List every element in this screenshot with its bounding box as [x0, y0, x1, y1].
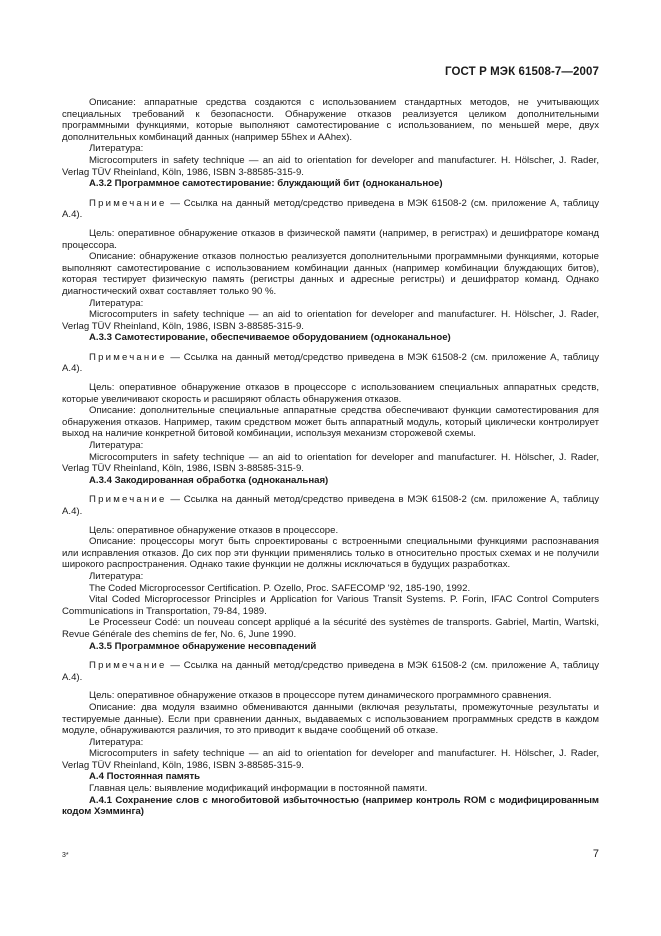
paragraph: Литература:	[89, 440, 144, 452]
paragraph: Цель: оперативное обнаружение отказов в физической памяти (например, в регистрах) и дешифраторе команд процессора.	[62, 227, 599, 251]
note	[62, 494, 599, 517]
reference: Microcomputers in safety technique — an aid to orientation for developer and manufacturer. H. Hölscher, J. Rader, Verlag TÜV Rheinland, Köln, 1986, ISBN 3-88585-315-9.	[62, 748, 599, 771]
paragraph: Цель: оперативное обнаружение отказов в процессоре.	[89, 524, 339, 536]
page-body	[62, 97, 599, 818]
section-heading: А.3.2 Программное самотестирование: блуждающий бит (одноканальное)	[89, 178, 443, 190]
paragraph: Главная цель: выявление модификаций информации в постоянной памяти.	[89, 783, 428, 795]
section-heading: А.4 Постоянная память	[89, 771, 201, 783]
note-text: — Ссылка на данный метод/средство приведена в МЭК 61508-2 (см. приложение А, таблицу А.4).	[62, 494, 599, 517]
standard-header: ГОСТ Р МЭК 61508-7—2007	[445, 66, 599, 78]
paragraph: Описание: дополнительные специальные аппаратные средства обеспечивают функции самотестирования для обнаружения отказов. Например, таким средством может быть аппаратный модуль, который циклически контролирует выход на наличие конкретной битовой комбинации, используя механизм сторожевой схемы.	[62, 405, 599, 440]
paragraph: Цель: оперативное обнаружение отказов в процессоре с использованием специальных аппаратных средств, которые увеличивают скорость и расширяют область обнаружения отказов.	[62, 382, 599, 405]
paragraph: Описание: аппаратные средства создаются с использованием стандартных методов, не учитывающих специальных требований к безопасности. Обнаружение отказов реализуется целиком дополнительными программными функциями, которые выполняют самотестирование с использованием, по меньшей мере, двух дополнительных комбинаций данных (например 55hex и AAhex).	[62, 97, 599, 143]
paragraph: Описание: обнаружение отказов полностью реализуется дополнительными программными функциями, которые выполняют самотестирование с использованием комбинации данных (например комбинации блуждающих битов), которая тестирует физическую память (регистры данных и адресные регистры) и дешифратор команд. Однако диагностический охват составляет только 90 %.	[62, 251, 599, 297]
reference: Microcomputers in safety technique — an aid to orientation for developer and manufacturer. H. Hölscher, J. Rader, Verlag TÜV Rheinland, Köln, 1986, ISBN 3-88585-315-9.	[62, 154, 599, 178]
note-label: Примечание	[89, 494, 167, 506]
reference: Microcomputers in safety technique — an aid to orientation for developer and manufacturer. H. Hölscher, J. Rader, Verlag TÜV Rheinland, Köln, 1986, ISBN 3-88585-315-9.	[62, 309, 599, 332]
note	[62, 198, 599, 221]
note-label: Примечание	[89, 197, 167, 209]
page-number: 7	[592, 848, 599, 860]
paragraph: Литература:	[89, 736, 144, 748]
section-heading: А.3.5 Программное обнаружение несовпадений	[89, 640, 317, 652]
note-text: — Ссылка на данный метод/средство приведена в МЭК 61508-2 (см. приложение А, таблицу А.4).	[62, 197, 599, 221]
reference: Microcomputers in safety technique — an aid to orientation for developer and manufacturer. H. Hölscher, J. Rader, Verlag TÜV Rheinland, Köln, 1986, ISBN 3-88585-315-9.	[62, 451, 599, 475]
note-label: Примечание	[89, 660, 167, 672]
paragraph: Литература:	[89, 143, 144, 155]
reference: Le Processeur Codé: un nouveau concept appliqué a la sécurité des systèmes de transports. Gabriel, Martin, Wartski, Revue Générale des chemins de fer, No. 6, June 1990.	[62, 617, 599, 640]
note	[62, 660, 599, 683]
reference: The Coded Microprocessor Certification. P. Ozello, Proc. SAFECOMP '92, 185-190, 1992.	[89, 582, 471, 594]
paragraph: Литература:	[89, 570, 144, 582]
note-text: — Ссылка на данный метод/средство приведена в МЭК 61508-2 (см. приложение А, таблицу А.4).	[62, 660, 599, 683]
paragraph: Описание: процессоры могут быть спроектированы с встроенными специальными функциями распознавания или исправления отказов. До сих пор эти функции применялись только в относительно простых схемах и не получили широкого распространения. Однако такие функции не должны исключаться в будущих разработках.	[62, 536, 599, 571]
paragraph: Описание: два модуля взаимно обмениваются данными (включая результаты, промежуточные результаты и тестируемые данные). Если при сравнении данных, выдаваемых с использованием программных средств в каждом модуле, обнаруживаются различия, то это приводит к выдаче сообщений об отказе.	[62, 701, 599, 737]
signature-mark: 3*	[62, 852, 69, 859]
section-heading: А.4.1 Сохранение слов с многобитовой избыточностью (например контроль ROM с модифицированным кодом Хэмминга)	[62, 794, 599, 818]
section-heading: А.3.4 Закодированная обработка (одноканальная)	[89, 474, 329, 486]
note	[62, 352, 599, 375]
note-text: — Ссылка на данный метод/средство приведена в МЭК 61508-2 (см. приложение А, таблицу А.4).	[62, 351, 599, 375]
paragraph: Литература:	[89, 297, 144, 309]
reference: Vital Coded Microprocessor Principles и Application for Various Transit Systems. P. Forin, IFAC Control Computers Communications in Transportation, 79-84, 1989.	[62, 594, 599, 617]
section-heading: А.3.3 Самотестирование, обеспечиваемое оборудованием (одноканальное)	[89, 332, 451, 344]
paragraph: Цель: оперативное обнаружение отказов в процессоре путем динамического программного сравнения.	[89, 690, 552, 702]
note-label: Примечание	[89, 351, 167, 363]
